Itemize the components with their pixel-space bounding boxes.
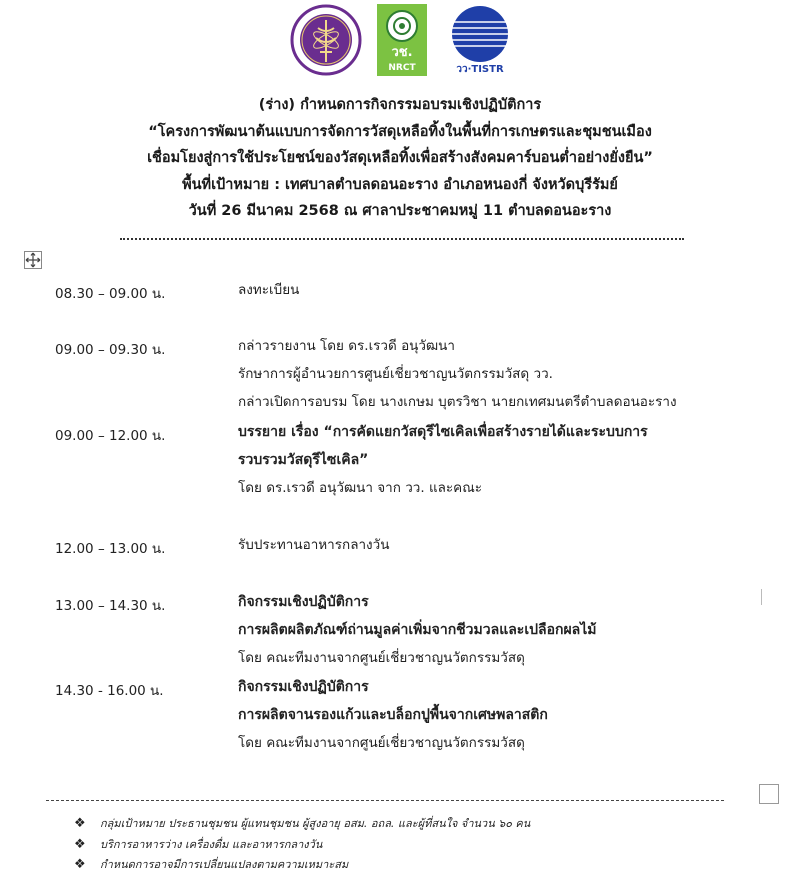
header-line-3: เชื่อมโยงสู่การใช้ประโยชน์ของวัสดุเหลือทิ้งเพื่อสร้างสังคมคาร์บอนต่ำอย่างยั่งยืน” — [147, 150, 653, 166]
schedule-line: โดย ดร.เรวดี อนุวัฒนา จาก วว. และคณะ — [238, 480, 482, 496]
schedule-line: ลงทะเบียน — [238, 282, 300, 298]
schedule-line: กิจกรรมเชิงปฏิบัติการ — [238, 679, 369, 695]
schedule-line: รวบรวมวัสดุรีไซเคิล” — [238, 452, 369, 468]
schedule-item — [238, 418, 648, 502]
text-cursor-marker — [761, 589, 762, 605]
header-line-2: “โครงการพัฒนาต้นแบบการจัดการวัสดุเหลือทิ้งในพื้นที่การเกษตรและชุมชนเมือง — [148, 123, 652, 140]
schedule-line: กล่าวรายงาน โดย ดร.เรวดี อนุวัฒนา — [238, 338, 455, 354]
schedule-item — [238, 531, 389, 559]
document-header — [0, 92, 800, 225]
schedule-line: กิจกรรมเชิงปฏิบัติการ — [238, 594, 369, 610]
schedule-item — [238, 332, 677, 416]
schedule-line: การผลิตจานรองแก้วและบล็อกปูพื้นจากเศษพลาสติก — [238, 707, 548, 723]
note-item — [74, 814, 530, 835]
note-text: กำหนดการอาจมีการเปลี่ยนแปลงตามความเหมาะสม — [100, 858, 349, 871]
nrct-logo-thai: วช. — [391, 45, 413, 60]
nrct-logo-text: NRCT — [388, 63, 416, 73]
schedule-line: โดย คณะทีมงานจากศูนย์เชี่ยวชาญนวัตกรรมวัสดุ — [238, 650, 525, 666]
schedule-time: 13.00 – 14.30 น. — [55, 598, 166, 614]
tistr-logo — [440, 4, 518, 76]
diamond-bullet-icon: ❖ — [74, 816, 86, 831]
header-line-1: (ร่าง) กำหนดการกิจกรรมอบรมเชิงปฏิบัติการ — [258, 97, 542, 113]
institute-seal-logo — [290, 4, 362, 76]
header-dotted-divider — [120, 238, 684, 240]
schedule-line: บรรยาย เรื่อง “การคัดแยกวัสดุรีไซเคิลเพื่อสร้างรายได้และระบบการ — [238, 424, 648, 440]
schedule-time: 09.00 – 12.00 น. — [55, 428, 166, 444]
nrct-logo — [377, 4, 427, 76]
diamond-bullet-icon: ❖ — [74, 836, 86, 852]
footer-dashed-divider — [46, 800, 724, 801]
note-text: กลุ่มเป้าหมาย ประธานชุมชน ผู้แทนชุมชน ผู้สูงอายุ อสม. อถล. และผู้ที่สนใจ จำนวน ๖๐ คน — [100, 817, 531, 830]
notes-list — [74, 814, 530, 876]
schedule-time: 09.00 – 09.30 น. — [55, 342, 166, 358]
table-resize-handle[interactable] — [759, 784, 779, 804]
header-line-4: พื้นที่เป้าหมาย : เทศบาลตำบลดอนอะราง อำเภอหนองกี่ จังหวัดบุรีรัมย์ — [182, 176, 618, 193]
schedule-item — [238, 588, 597, 672]
note-text: บริการอาหารว่าง เครื่องดื่ม และอาหารกลางวัน — [100, 837, 323, 851]
schedule-item — [238, 673, 548, 757]
schedule-line: การผลิตผลิตภัณฑ์ถ่านมูลค่าเพิ่มจากชีวมวลและเปลือกผลไม้ — [238, 622, 597, 638]
schedule-line: กล่าวเปิดการอบรม โดย นางเกษม บุตรวิชา นายกเทศมนตรีตำบลดอนอะราง — [238, 394, 677, 410]
schedule-item — [238, 276, 299, 304]
schedule-time: 08.30 – 09.00 น. — [55, 286, 166, 302]
move-arrows-icon — [25, 252, 41, 268]
note-item — [74, 835, 530, 856]
header-line-5: วันที่ 26 มีนาคม 2568 ณ ศาลาประชาคมหมู่ 11 ตำบลดอนอะราง — [188, 203, 612, 219]
schedule-line: รับประทานอาหารกลางวัน — [238, 537, 390, 553]
schedule-line: รักษาการผู้อำนวยการศูนย์เชี่ยวชาญนวัตกรรมวัสดุ วว. — [238, 366, 553, 382]
diamond-bullet-icon: ❖ — [74, 857, 86, 872]
tistr-logo-text: วว·TISTR — [456, 64, 504, 75]
logo-bar — [0, 4, 800, 78]
schedule-line: โดย คณะทีมงานจากศูนย์เชี่ยวชาญนวัตกรรมวัสดุ — [238, 735, 525, 751]
schedule-time: 14.30 - 16.00 น. — [55, 683, 164, 699]
schedule-time: 12.00 – 13.00 น. — [55, 541, 166, 557]
note-item — [74, 855, 530, 876]
table-move-handle[interactable] — [24, 251, 42, 269]
